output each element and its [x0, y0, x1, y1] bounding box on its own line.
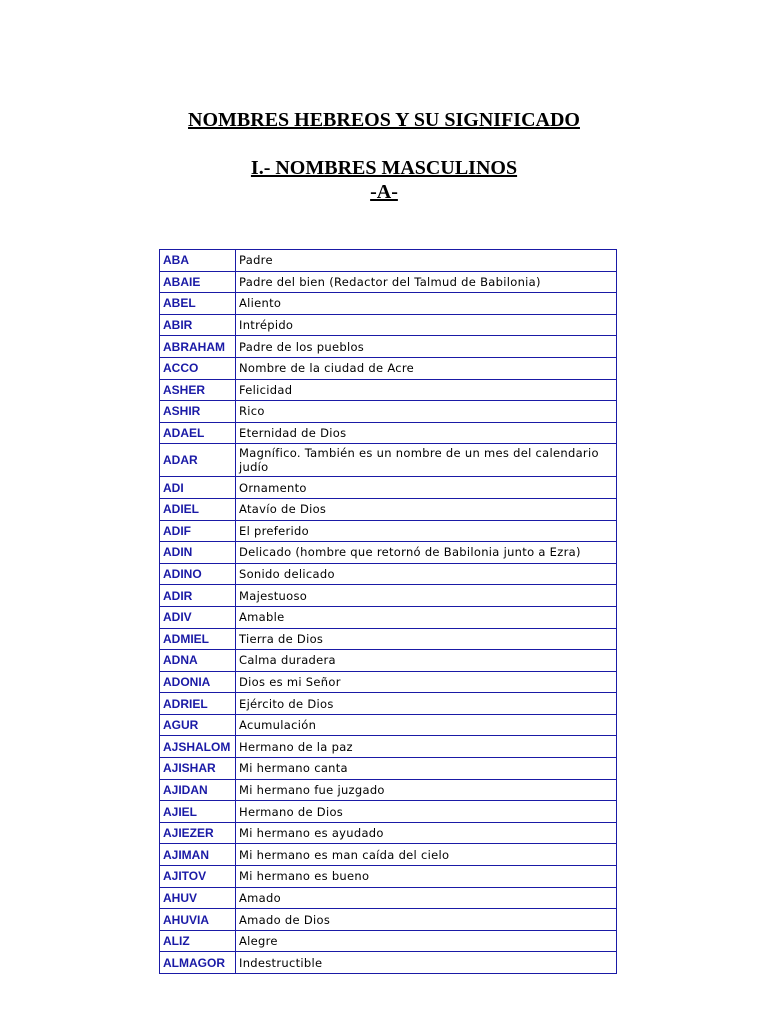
name-cell: ALMAGOR: [160, 952, 236, 974]
meaning-cell: Ejército de Dios: [236, 693, 617, 715]
table-row: [160, 822, 617, 844]
meaning-cell: Aliento: [236, 293, 617, 315]
name-cell: AJIDAN: [160, 779, 236, 801]
meaning-cell: Ornamento: [236, 477, 617, 499]
table-row: [160, 758, 617, 780]
name-cell: ADNA: [160, 650, 236, 672]
meaning-cell: Mi hermano fue juzgado: [236, 779, 617, 801]
names-table: [159, 249, 617, 974]
name-cell: ASHER: [160, 379, 236, 401]
meaning-cell: Dios es mi Señor: [236, 671, 617, 693]
section-title: I.- NOMBRES MASCULINOS: [250, 157, 518, 179]
table-row: [160, 693, 617, 715]
names-table-body: [160, 250, 617, 974]
meaning-cell: Hermano de la paz: [236, 736, 617, 758]
meaning-cell: Padre del bien (Redactor del Talmud de Babilonia): [236, 271, 617, 293]
name-cell: AJISHAR: [160, 758, 236, 780]
meaning-cell: Tierra de Dios: [236, 628, 617, 650]
meaning-cell: El preferido: [236, 520, 617, 542]
name-cell: ADAR: [160, 444, 236, 477]
name-cell: AGUR: [160, 714, 236, 736]
meaning-cell: Sonido delicado: [236, 563, 617, 585]
table-row: [160, 293, 617, 315]
table-row: [160, 498, 617, 520]
name-cell: ADRIEL: [160, 693, 236, 715]
meaning-cell: Eternidad de Dios: [236, 422, 617, 444]
table-row: [160, 866, 617, 888]
name-cell: ADIR: [160, 585, 236, 607]
meaning-cell: Acumulación: [236, 714, 617, 736]
name-cell: ACCO: [160, 357, 236, 379]
meaning-cell: Mi hermano es ayudado: [236, 822, 617, 844]
table-row: [160, 585, 617, 607]
table-row: [160, 542, 617, 564]
meaning-cell: Amado: [236, 887, 617, 909]
meaning-cell: Mi hermano es man caída del cielo: [236, 844, 617, 866]
table-row: [160, 314, 617, 336]
name-cell: ABA: [160, 250, 236, 272]
meaning-cell: Intrépido: [236, 314, 617, 336]
meaning-cell: Amable: [236, 606, 617, 628]
table-row: [160, 563, 617, 585]
table-row: [160, 422, 617, 444]
page-title: NOMBRES HEBREOS Y SU SIGNIFICADO: [188, 109, 580, 131]
name-cell: AJITOV: [160, 866, 236, 888]
name-cell: ABRAHAM: [160, 336, 236, 358]
name-cell: ADONIA: [160, 671, 236, 693]
name-cell: ADAEL: [160, 422, 236, 444]
table-row: [160, 250, 617, 272]
name-cell: ABAIE: [160, 271, 236, 293]
name-cell: ADIN: [160, 542, 236, 564]
name-cell: AHUV: [160, 887, 236, 909]
table-row: [160, 379, 617, 401]
table-row: [160, 714, 617, 736]
table-row: [160, 801, 617, 823]
meaning-cell: Mi hermano es bueno: [236, 866, 617, 888]
name-cell: ABIR: [160, 314, 236, 336]
meaning-cell: Magnífico. También es un nombre de un mes del calendario judío: [236, 444, 617, 477]
name-cell: ASHIR: [160, 401, 236, 423]
table-row: [160, 952, 617, 974]
name-cell: AJIEL: [160, 801, 236, 823]
table-row: [160, 930, 617, 952]
meaning-cell: Indestructible: [236, 952, 617, 974]
name-cell: ADIEL: [160, 498, 236, 520]
name-cell: AHUVIA: [160, 909, 236, 931]
meaning-cell: Amado de Dios: [236, 909, 617, 931]
meaning-cell: Mi hermano canta: [236, 758, 617, 780]
name-cell: AJIEZER: [160, 822, 236, 844]
table-row: [160, 779, 617, 801]
meaning-cell: Majestuoso: [236, 585, 617, 607]
name-cell: ADIF: [160, 520, 236, 542]
table-row: [160, 736, 617, 758]
meaning-cell: Rico: [236, 401, 617, 423]
meaning-cell: Delicado (hombre que retornó de Babilonia junto a Ezra): [236, 542, 617, 564]
table-row: [160, 477, 617, 499]
meaning-cell: Nombre de la ciudad de Acre: [236, 357, 617, 379]
meaning-cell: Alegre: [236, 930, 617, 952]
table-row: [160, 628, 617, 650]
table-row: [160, 909, 617, 931]
meaning-cell: Calma duradera: [236, 650, 617, 672]
name-cell: AJIMAN: [160, 844, 236, 866]
table-row: [160, 520, 617, 542]
meaning-cell: Padre de los pueblos: [236, 336, 617, 358]
table-row: [160, 444, 617, 477]
meaning-cell: Atavío de Dios: [236, 498, 617, 520]
letter-heading: -A-: [370, 181, 398, 203]
table-row: [160, 357, 617, 379]
table-row: [160, 606, 617, 628]
table-row: [160, 887, 617, 909]
table-row: [160, 844, 617, 866]
name-cell: ADI: [160, 477, 236, 499]
name-cell: ADIV: [160, 606, 236, 628]
table-row: [160, 671, 617, 693]
name-cell: AJSHALOM: [160, 736, 236, 758]
table-row: [160, 336, 617, 358]
name-cell: ADINO: [160, 563, 236, 585]
table-row: [160, 401, 617, 423]
table-row: [160, 650, 617, 672]
meaning-cell: Hermano de Dios: [236, 801, 617, 823]
meaning-cell: Padre: [236, 250, 617, 272]
name-cell: ABEL: [160, 293, 236, 315]
name-cell: ALIZ: [160, 930, 236, 952]
meaning-cell: Felicidad: [236, 379, 617, 401]
name-cell: ADMIEL: [160, 628, 236, 650]
table-row: [160, 271, 617, 293]
